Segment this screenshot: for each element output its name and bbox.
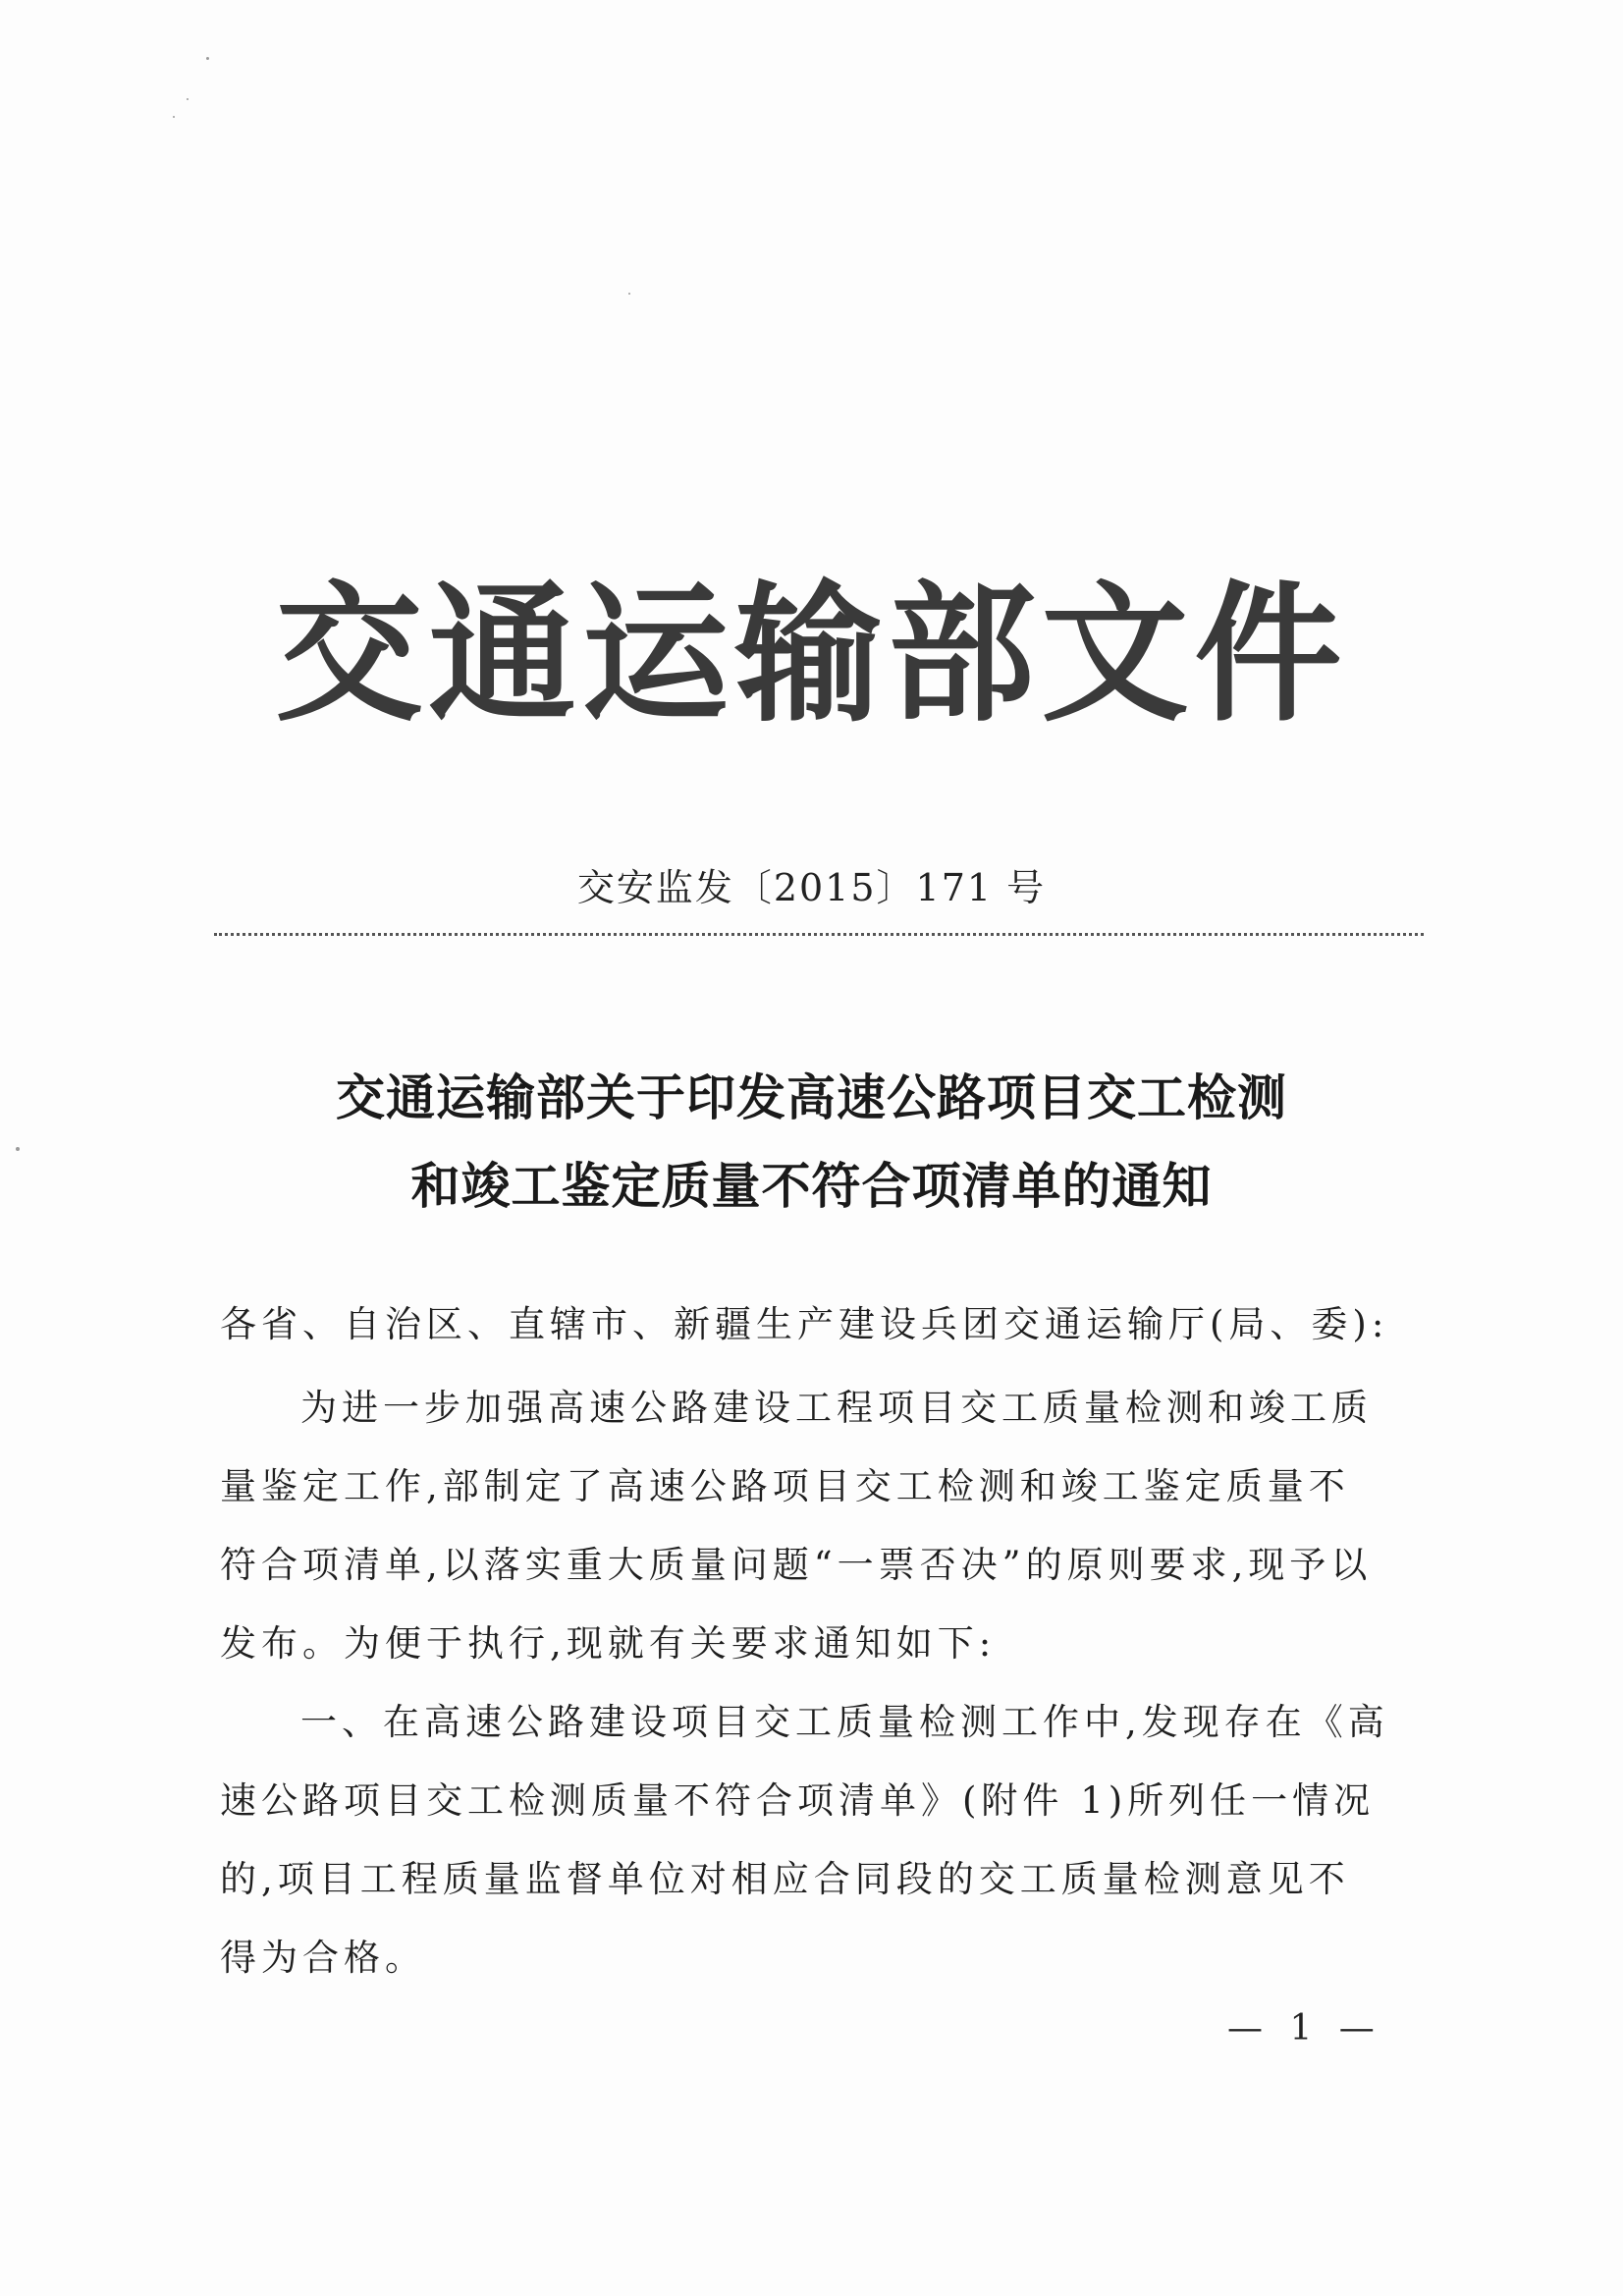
- notice-title-line-1: 交通运输部关于印发高速公路项目交工检测: [336, 1069, 1287, 1126]
- scan-speck: [173, 116, 175, 118]
- scan-speck: [187, 98, 189, 100]
- notice-title-line-2: 和竣工鉴定质量不符合项清单的通知: [410, 1158, 1213, 1215]
- body-line: 为进一步加强高速公路建设工程项目交工质量检测和竣工质: [300, 1387, 1373, 1429]
- body-line: 发布。为便于执行,现就有关要求通知如下:: [220, 1622, 997, 1665]
- body-line: 得为合格。: [220, 1937, 426, 1979]
- body-line: 一、在高速公路建设项目交工质量检测工作中,发现存在《高: [300, 1701, 1389, 1743]
- body-line: 的,项目工程质量监督单位对相应合同段的交工质量检测意见不: [220, 1858, 1350, 1900]
- document-number: 交安监发〔2015〕171 号: [576, 866, 1047, 909]
- scan-speck: [628, 293, 630, 295]
- issuing-authority-header: 交通运输部文件: [275, 566, 1348, 743]
- body-line: 符合项清单,以落实重大质量问题“一票否决”的原则要求,现予以: [220, 1544, 1373, 1586]
- body-line: 速公路项目交工检测质量不符合项清单》(附件 1)所列任一情况: [220, 1779, 1376, 1822]
- scan-speck: [206, 57, 209, 60]
- page-number: — 1 —: [1227, 2008, 1382, 2049]
- header-divider: [214, 933, 1424, 936]
- body-line: 量鉴定工作,部制定了高速公路项目交工检测和竣工鉴定质量不: [220, 1465, 1350, 1507]
- addressee-line: 各省、自治区、直辖市、新疆生产建设兵团交通运输厅(局、委):: [220, 1303, 1389, 1345]
